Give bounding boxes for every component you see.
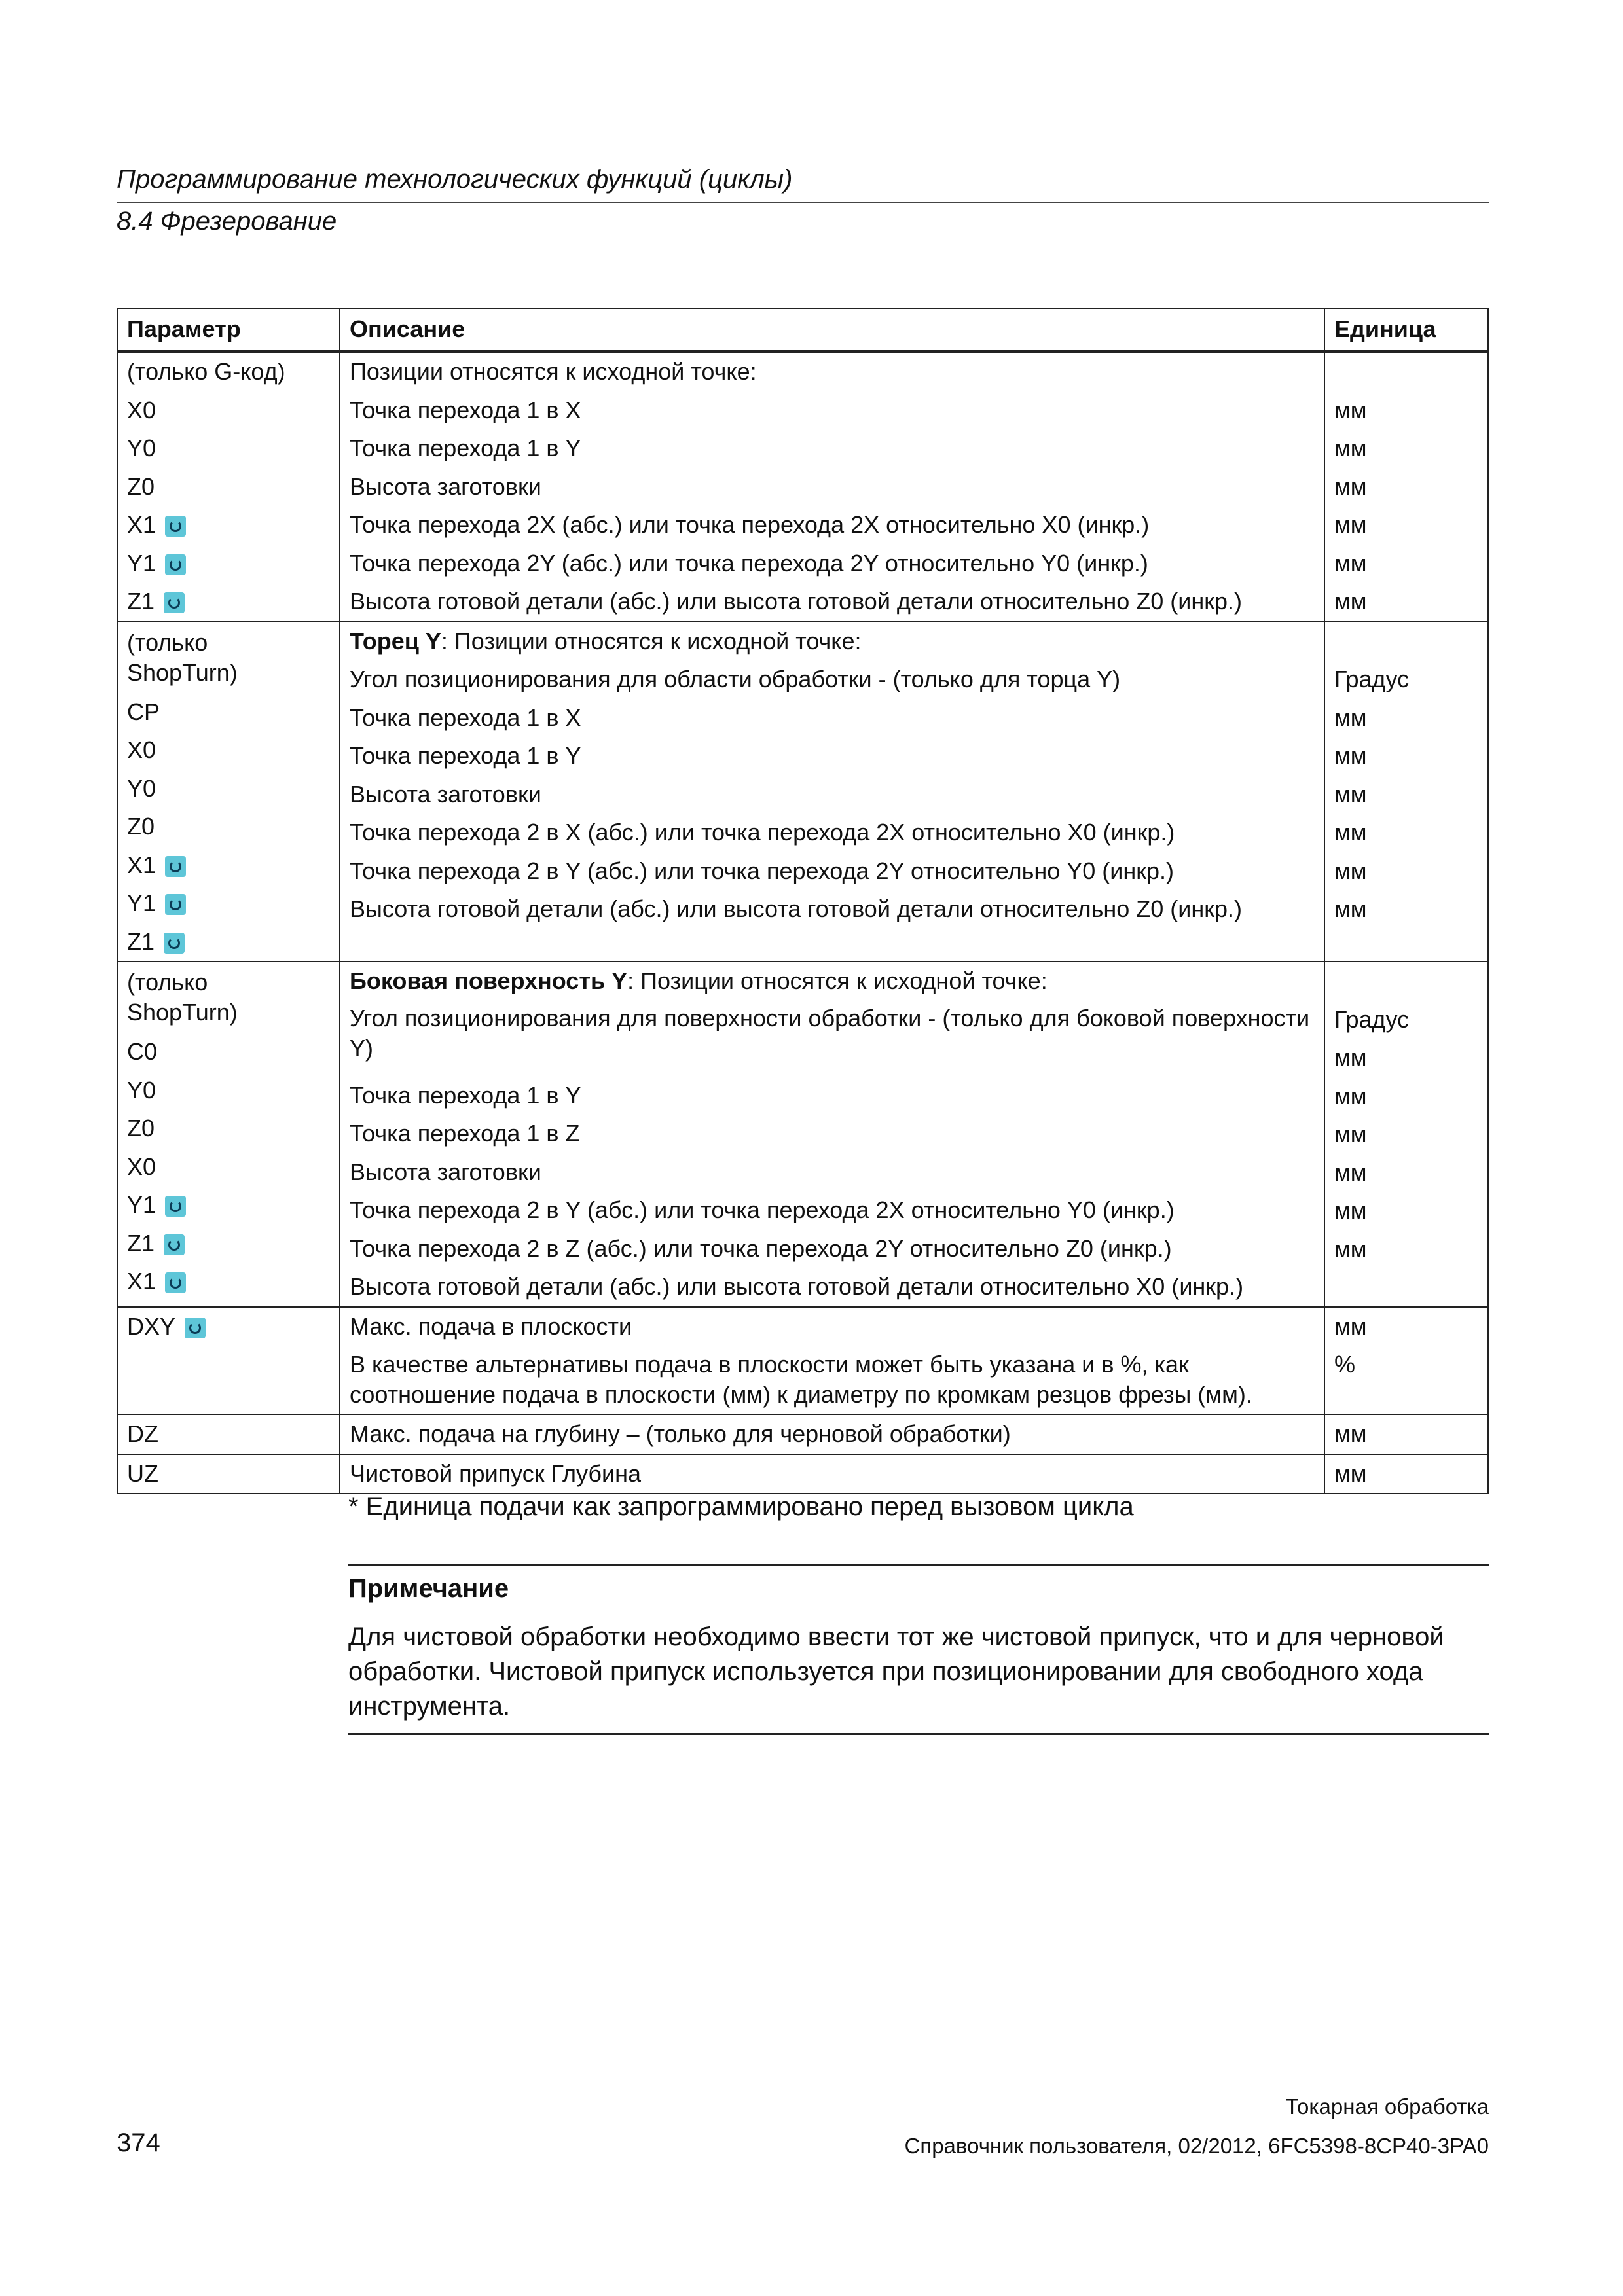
unit-text: мм: [1334, 1158, 1367, 1186]
param-label: CP: [127, 698, 160, 725]
footnote: * Единица подачи как запрограммировано перед вызовом цикла: [348, 1492, 1134, 1521]
footer-product: Токарная обработка: [1285, 2094, 1489, 2119]
cycle-toggle-icon: [165, 1272, 186, 1293]
unit-text: Градус: [1334, 1005, 1410, 1033]
col-header-description: Описание: [340, 308, 1324, 351]
param-label: (только: [127, 628, 208, 656]
unit-cell: [1324, 961, 1488, 1307]
desc-heading: [350, 962, 1315, 1001]
param-cell: [117, 1454, 340, 1494]
unit-text: Градус: [1334, 666, 1410, 692]
unit-text: %: [1334, 1351, 1356, 1378]
unit-text: мм: [1334, 742, 1367, 769]
unit-cell: [1324, 1307, 1488, 1415]
col-header-unit: Единица: [1324, 308, 1488, 351]
param-label: X1: [127, 1268, 156, 1295]
unit-text: мм: [1334, 473, 1367, 500]
param-label: X1: [127, 851, 156, 878]
table-row-face-y-group: [117, 622, 1488, 962]
param-label: Z0: [127, 1115, 155, 1141]
unit-text: мм: [1334, 895, 1367, 922]
unit-cell: [1324, 1454, 1488, 1494]
cycle-toggle-icon: [165, 516, 186, 537]
desc-heading-bold: Боковая поверхность Y: [350, 967, 628, 994]
desc-text: Точка перехода 1 в X: [350, 396, 581, 423]
desc-text: Угол позиционирования для поверхности обработки - (только для боковой поверхности Y): [350, 1004, 1310, 1062]
desc-text: Позиции относятся к исходной точке:: [350, 358, 757, 385]
desc-text: Высота готовой детали (абс.) или высота готовой детали относительно X0 (инкр.): [350, 1273, 1244, 1300]
desc-text: Чистовой припуск Глубина: [350, 1460, 642, 1487]
param-label: ShopTurn): [127, 658, 238, 686]
desc-text: Макс. подача на глубину – (только для черновой обработки): [350, 1420, 1011, 1447]
desc-cell: [340, 622, 1324, 962]
desc-text: В качестве альтернативы подача в плоскости может быть указана и в %, как соотношение подача в плоскости (мм) к диаметру по кромкам резцов фрезы (мм).: [350, 1351, 1252, 1408]
unit-text: мм: [1334, 780, 1367, 808]
table-row-dxy: [117, 1307, 1488, 1415]
unit-text: мм: [1334, 1235, 1367, 1263]
desc-text: Точка перехода 1 в Y: [350, 742, 581, 769]
desc-heading-bold: Торец Y: [350, 627, 441, 655]
desc-text: Точка перехода 2 в X (абс.) или точка перехода 2X относительно X0 (инкр.): [350, 819, 1175, 846]
desc-text: Точка перехода 1 в Z: [350, 1120, 580, 1147]
param-with-icon: [127, 1186, 330, 1225]
param-label: UZ: [127, 1460, 158, 1487]
footer-reference: Справочник пользователя, 02/2012, 6FC5398-8CP40-3PA0: [904, 2134, 1489, 2158]
param-label: Z1: [127, 588, 155, 615]
section-title: 8.4 Фрезерование: [117, 207, 337, 236]
note-text: Для чистовой обработки необходимо ввести тот же чистовой припуск, что и для черновой обработки. Чистовой припуск используется при позиционировании для свободного хода инструмента.: [348, 1623, 1444, 1721]
chapter-title: Программирование технологических функций (циклы): [117, 165, 793, 194]
param-label: Z1: [127, 1229, 155, 1257]
desc-cell: [340, 1454, 1324, 1494]
note-title: Примечание: [348, 1574, 509, 1603]
param-with-icon: [127, 545, 330, 583]
desc-text: Высота заготовки: [350, 1158, 541, 1185]
desc-text: Высота готовой детали (абс.) или высота готовой детали относительно Z0 (инкр.): [350, 588, 1243, 615]
unit-text: мм: [1334, 857, 1367, 884]
param-label: DZ: [127, 1420, 158, 1447]
param-label: X1: [127, 511, 156, 538]
unit-blank: [1334, 622, 1478, 661]
param-with-icon: [127, 1225, 330, 1263]
unit-text: мм: [1334, 1460, 1367, 1487]
desc-heading-text: : Позиции относятся к исходной точке:: [441, 627, 862, 655]
unit-text: мм: [1334, 1082, 1367, 1109]
param-label: Y1: [127, 549, 156, 577]
param-label: X0: [127, 396, 156, 423]
unit-text: мм: [1334, 1420, 1367, 1447]
param-with-icon: [127, 846, 330, 885]
unit-text: мм: [1334, 1044, 1367, 1071]
param-label: C0: [127, 1038, 158, 1065]
table-row-uz: [117, 1454, 1488, 1494]
param-label: Y1: [127, 1191, 156, 1218]
desc-text: Высота заготовки: [350, 473, 541, 500]
desc-text: Точка перехода 1 в Y: [350, 435, 581, 461]
unit-text: мм: [1334, 435, 1367, 461]
param-with-icon: [127, 923, 330, 961]
desc-cell: [340, 1414, 1324, 1454]
param-label: (только G-код): [127, 358, 285, 385]
desc-text: Макс. подача в плоскости: [350, 1312, 632, 1340]
cycle-toggle-icon: [185, 1318, 206, 1338]
note-divider-top: [348, 1564, 1489, 1566]
cycle-toggle-icon: [165, 554, 186, 575]
desc-text: Точка перехода 2 в Z (абс.) или точка перехода 2Y относительно Z0 (инкр.): [350, 1234, 1172, 1262]
unit-text: мм: [1334, 1312, 1367, 1340]
param-with-icon: [127, 1308, 330, 1346]
unit-text: мм: [1334, 396, 1367, 423]
desc-text: Точка перехода 1 в X: [350, 704, 581, 731]
desc-heading-text: : Позиции относятся к исходной точке:: [627, 967, 1048, 994]
desc-text: Угол позиционирования для области обработки - (только для торца Y): [350, 666, 1121, 692]
param-label: X0: [127, 1153, 156, 1180]
unit-text: мм: [1334, 819, 1367, 846]
cycle-toggle-icon: [165, 856, 186, 877]
param-with-icon: [127, 506, 330, 545]
desc-cell: [340, 961, 1324, 1307]
param-cell: [117, 351, 340, 622]
desc-text: Точка перехода 2 в Y (абс.) или точка перехода 2Y относительно Y0 (инкр.): [350, 857, 1175, 884]
param-with-icon: [127, 884, 330, 923]
param-label: Z0: [127, 473, 155, 500]
param-with-icon: [127, 583, 330, 621]
param-label: X0: [127, 736, 156, 763]
param-with-icon: [127, 1263, 330, 1301]
param-label: Z1: [127, 927, 155, 955]
param-cell: [117, 1307, 340, 1415]
parameter-table: [117, 308, 1489, 1494]
param-label: ShopTurn): [127, 999, 238, 1026]
unit-blank: [1334, 962, 1478, 1001]
cycle-toggle-icon: [165, 1196, 186, 1217]
desc-cell: [340, 351, 1324, 622]
param-cell: [117, 1414, 340, 1454]
cycle-toggle-icon: [164, 933, 185, 954]
cycle-toggle-icon: [164, 1234, 185, 1255]
param-label: Y0: [127, 435, 156, 461]
desc-text: Точка перехода 1 в Y: [350, 1081, 581, 1109]
desc-text: Точка перехода 2Y (абс.) или точка перехода 2Y относительно Y0 (инкр.): [350, 549, 1148, 577]
table-row-side-y-group: [117, 961, 1488, 1307]
desc-text: Высота готовой детали (абс.) или высота готовой детали относительно Z0 (инкр.): [350, 895, 1243, 922]
param-label: Y0: [127, 1076, 156, 1103]
param-label: Y0: [127, 774, 156, 802]
param-label: Y1: [127, 889, 156, 916]
desc-cell: [340, 1307, 1324, 1415]
unit-text: мм: [1334, 549, 1367, 577]
cycle-toggle-icon: [165, 894, 186, 915]
col-header-parameter: Параметр: [117, 308, 340, 351]
table-row-gcode-group: [117, 351, 1488, 622]
unit-text: [1334, 353, 1478, 391]
desc-text: Точка перехода 2 в Y (абс.) или точка перехода 2X относительно Y0 (инкр.): [350, 1196, 1175, 1223]
unit-cell: [1324, 1414, 1488, 1454]
unit-text: мм: [1334, 704, 1367, 731]
table-row-dz: [117, 1414, 1488, 1454]
param-cell: [117, 622, 340, 962]
unit-text: мм: [1334, 588, 1367, 615]
desc-text: Точка перехода 2X (абс.) или точка перехода 2X относительно X0 (инкр.): [350, 511, 1150, 538]
cycle-toggle-icon: [164, 592, 185, 613]
unit-text: мм: [1334, 1197, 1367, 1224]
page-number: 374: [117, 2128, 160, 2157]
desc-heading: [350, 622, 1315, 661]
desc-text: Высота заготовки: [350, 780, 541, 808]
unit-text: мм: [1334, 1121, 1367, 1147]
unit-cell: [1324, 622, 1488, 962]
unit-cell: [1324, 351, 1488, 622]
param-label: DXY: [127, 1312, 176, 1340]
param-label: Z0: [127, 813, 155, 840]
param-label: (только: [127, 969, 208, 996]
note-divider-bottom: [348, 1733, 1489, 1735]
unit-text: мм: [1334, 511, 1367, 538]
header-divider: [117, 202, 1489, 203]
param-cell: [117, 961, 340, 1307]
